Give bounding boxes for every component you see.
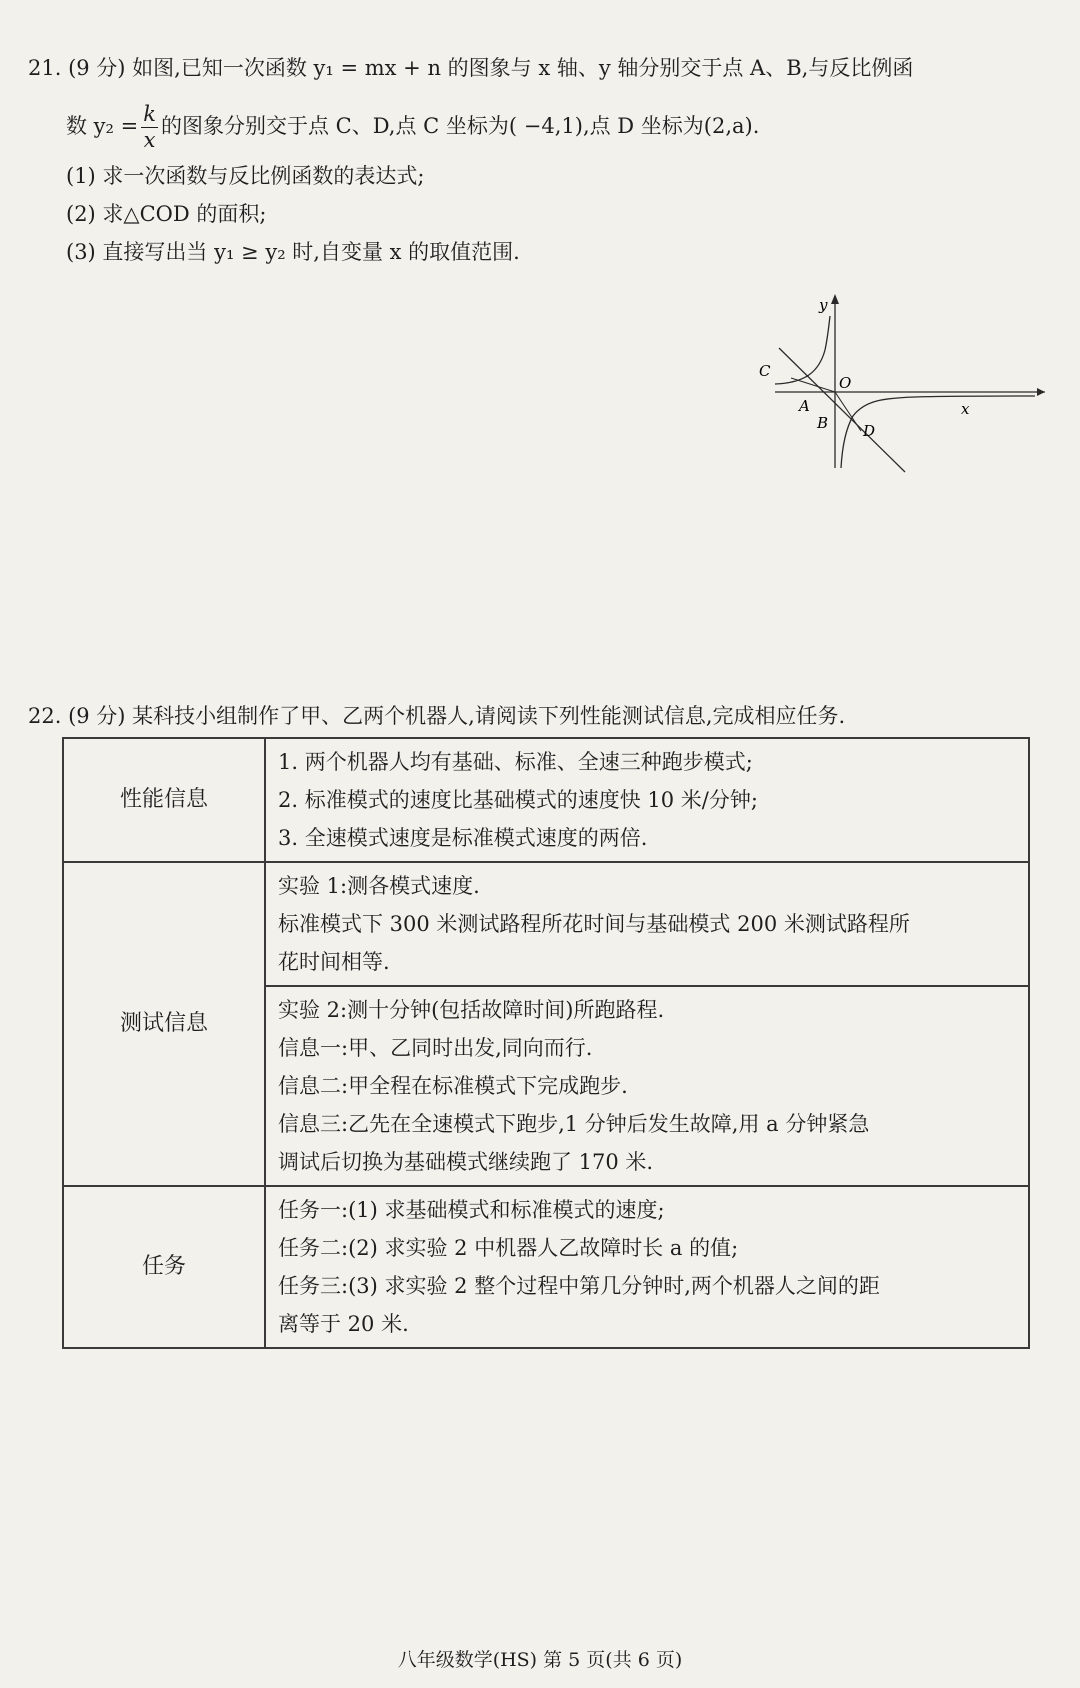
- q21-part-1: (1) 求一次函数与反比例函数的表达式;: [66, 164, 425, 188]
- fraction-numerator: k: [143, 102, 156, 126]
- task-line-2: 任务二:(2) 求实验 2 中机器人乙故障时长 a 的值;: [278, 1236, 739, 1260]
- exp2-line-3: 信息二:甲全程在标准模式下完成跑步.: [278, 1074, 628, 1098]
- task-line-1: 任务一:(1) 求基础模式和标准模式的速度;: [278, 1198, 665, 1222]
- label-x: x: [961, 400, 970, 418]
- tasks-content: [265, 1186, 1029, 1348]
- hyperbola-branch-upper-left: [775, 316, 830, 384]
- q22-header: 22. (9 分) 某科技小组制作了甲、乙两个机器人,请阅读下列性能测试信息,完成相应任务.: [28, 704, 846, 728]
- fraction-denominator: x: [143, 128, 156, 152]
- exp2-line-2: 信息一:甲、乙同时出发,同向而行.: [278, 1036, 593, 1060]
- table-row-tasks: [63, 1186, 1029, 1348]
- y-axis-arrow: [831, 294, 839, 304]
- exp2-line-1: 实验 2:测十分钟(包括故障时间)所跑路程.: [278, 998, 665, 1022]
- label-o: O: [839, 374, 852, 392]
- performance-item-2: 2. 标准模式的速度比基础模式的速度快 10 米/分钟;: [278, 788, 758, 812]
- task-line-4: 离等于 20 米.: [278, 1312, 409, 1336]
- q21-header: 21. (9 分) 如图,已知一次函数 y₁ = mx + n 的图象与 x 轴、y 轴分别交于点 A、B,与反比例函: [28, 56, 914, 80]
- exp1-line-1: 实验 1:测各模式速度.: [278, 874, 480, 898]
- q21-line2-post: 的图象分别交于点 C、D,点 C 坐标为( −4,1),点 D 坐标为(2,a).: [160, 114, 760, 138]
- label-d: D: [863, 422, 876, 440]
- task-line-3: 任务三:(3) 求实验 2 整个过程中第几分钟时,两个机器人之间的距: [278, 1274, 880, 1298]
- q21-function-graph: [759, 290, 1055, 520]
- task-label: 任务: [63, 1186, 265, 1348]
- performance-content: [265, 738, 1029, 862]
- q22-info-table: [62, 737, 1030, 1349]
- page-footer: 八年级数学(HS) 第 5 页(共 6 页): [397, 1649, 683, 1671]
- label-b: B: [817, 414, 829, 432]
- exp1-line-2: 标准模式下 300 米测试路程所花时间与基础模式 200 米测试路程所: [278, 912, 910, 936]
- q21-part-3: (3) 直接写出当 y₁ ≥ y₂ 时,自变量 x 的取值范围.: [66, 240, 520, 264]
- exp1-line-3: 花时间相等.: [278, 950, 390, 974]
- x-axis-arrow: [1037, 388, 1045, 396]
- q21-line2: [66, 104, 759, 151]
- label-y: y: [819, 296, 828, 314]
- test-label: 测试信息: [63, 862, 265, 1186]
- performance-item-1: 1. 两个机器人均有基础、标准、全速三种跑步模式;: [278, 750, 753, 774]
- exp2-line-5: 调试后切换为基础模式继续跑了 170 米.: [278, 1150, 654, 1174]
- q21-line2-pre: 数 y₂ =: [66, 114, 139, 138]
- exp2-line-4: 信息三:乙先在全速模式下跑步,1 分钟后发生故障,用 a 分钟紧急: [278, 1112, 870, 1136]
- experiment-2: [265, 986, 1029, 1186]
- table-row-performance: [63, 738, 1029, 862]
- fraction-k-over-x: [141, 104, 158, 151]
- table-row-test-1: [63, 862, 1029, 986]
- performance-label: 性能信息: [63, 738, 265, 862]
- segment-oc: [791, 378, 835, 392]
- label-a: A: [799, 397, 810, 415]
- q21-part-2: (2) 求△COD 的面积;: [66, 202, 267, 226]
- performance-item-3: 3. 全速模式速度是标准模式速度的两倍.: [278, 826, 648, 850]
- label-c: C: [759, 362, 771, 380]
- experiment-1: [265, 862, 1029, 986]
